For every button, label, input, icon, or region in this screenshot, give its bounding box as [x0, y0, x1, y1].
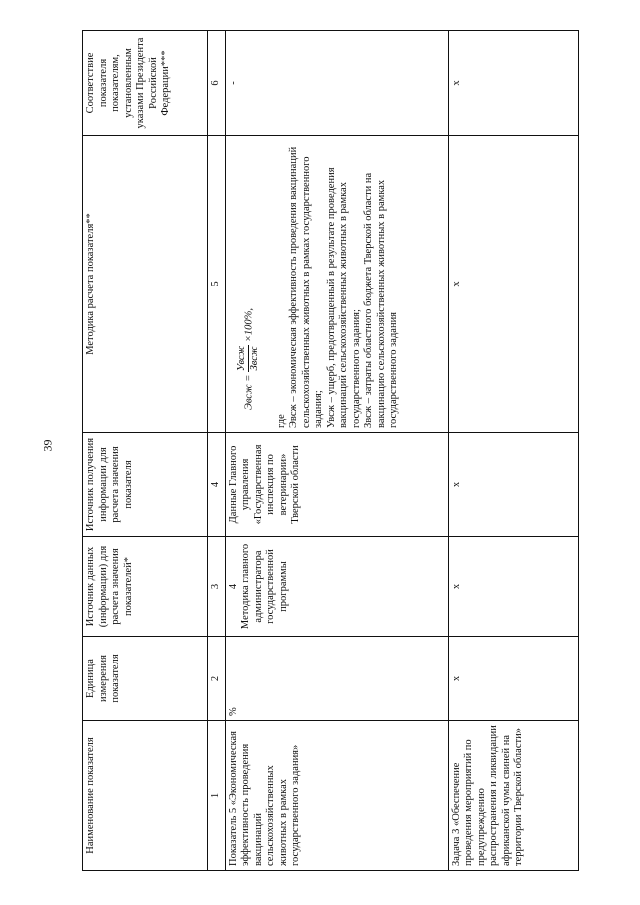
cross-cell: х	[448, 637, 578, 721]
data-source-cell	[225, 537, 448, 637]
task-name: Задача 3 «Обеспечение проведения мероприятий по предупреждению распространения и ликвидации африканской чумы свиней на территории Тверской области»	[448, 721, 578, 871]
cross-cell: х	[448, 31, 578, 136]
data-source-text: Методика главного администратора государственной программы	[240, 543, 289, 630]
indicator-name: Показатель 5 «Экономическая эффективность проведения вакцинаций сельскохозяйственных животных в рамках государственного задания»	[225, 721, 448, 871]
column-number: 3	[208, 537, 226, 637]
header-row	[83, 31, 208, 871]
indicator-5-row	[225, 31, 448, 871]
formula-definition: Увсж – ущерб, предотвращенный в результате проведения вакцинаций сельскохозяйственных животных в рамках государственного задания;	[325, 167, 362, 428]
formula-definition: Звсж – затраты областного бюджета Тверской области на вакцинацию сельскохозяйственных животных в рамках государственного задания	[363, 172, 399, 428]
column-number: 4	[208, 433, 226, 537]
header-unit: Единица измерения показателя	[83, 637, 208, 721]
compliance-cell: -	[225, 31, 448, 136]
formula-denominator: Звсж	[249, 346, 260, 371]
column-number: 1	[208, 721, 226, 871]
formula-where: где	[275, 414, 287, 428]
column-number: 2	[208, 637, 226, 721]
column-number: 6	[208, 31, 226, 136]
cross-cell: х	[448, 136, 578, 433]
header-info-source: Источник получения информации для расчета значения показателя	[83, 433, 208, 537]
header-indicator-name: Наименование показателя	[83, 721, 208, 871]
task-3-row	[448, 31, 578, 871]
header-compliance: Соответствие показателя показателям, установленным указами Президента Российской Федерации***	[83, 31, 208, 136]
info-source-cell: Данные Главного управления «Государственная инспекция по ветеринарии» Тверской области	[225, 433, 448, 537]
method-cell	[225, 136, 448, 433]
efficiency-formula	[236, 140, 262, 410]
indicator-unit: %	[225, 637, 448, 721]
formula-numerator: Увсж	[236, 345, 250, 372]
formula-definition: Эвсж – экономическая эффективность проведения вакцинаций сельскохозяйственных животных в рамках государственного задания;	[288, 146, 324, 428]
cross-cell: х	[448, 537, 578, 637]
formula-tail: ×100%,	[242, 307, 254, 343]
header-data-source: Источник данных (информации) для расчета значения показателей*	[83, 537, 208, 637]
formula-fraction	[236, 345, 262, 372]
page-number: 39	[40, 439, 55, 452]
indicator-table	[82, 30, 579, 871]
data-source-number: 4	[227, 583, 239, 590]
cross-cell: х	[448, 433, 578, 537]
rotated-table-page	[82, 31, 628, 871]
formula-lhs: Эвсж =	[242, 374, 254, 410]
header-method: Методика расчета показателя**	[83, 136, 208, 433]
column-number: 5	[208, 136, 226, 433]
column-number-row	[208, 31, 226, 871]
